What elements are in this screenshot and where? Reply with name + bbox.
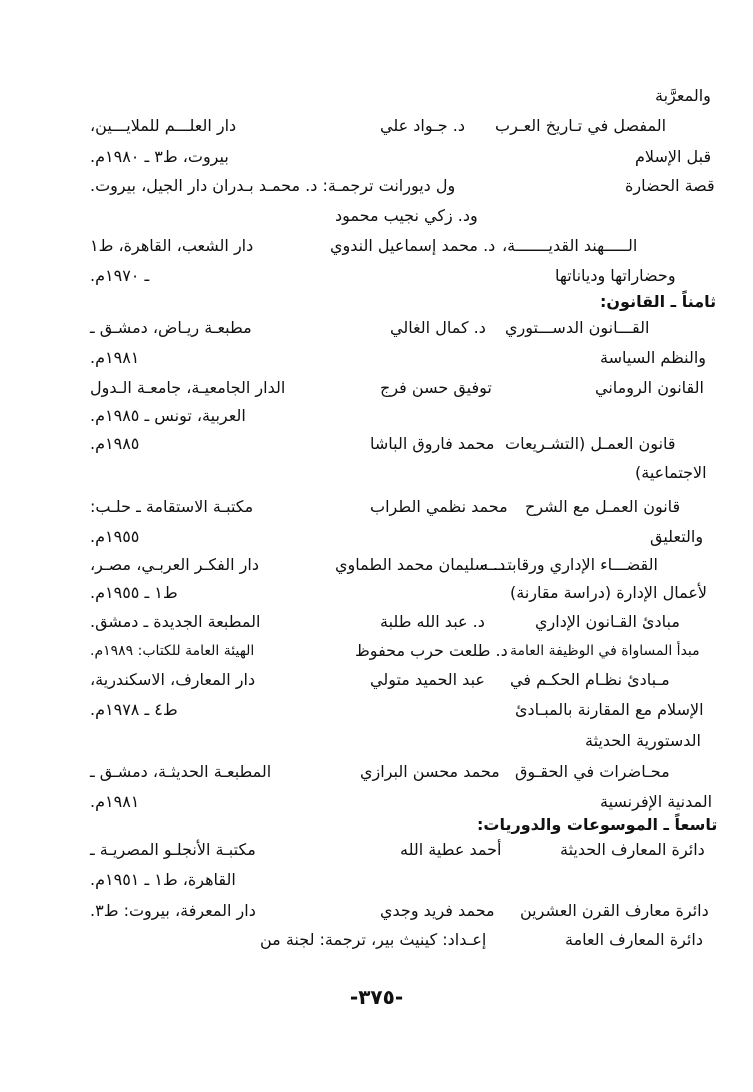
text-line: ١٩٨١م. xyxy=(90,348,140,367)
text-line: قانون العمـل مع الشرح xyxy=(525,497,681,516)
text-line: القانون الروماني xyxy=(595,378,704,397)
text-line: ود. زكي نجيب محمود xyxy=(335,206,478,225)
section-heading: تاسعاً ـ الموسوعات والدوريات: xyxy=(477,815,718,834)
text-line: المطبعة الجديدة ـ دمشق. xyxy=(90,612,261,631)
text-line: القـــانون الدســـتوري xyxy=(505,318,650,337)
text-line: دائرة المعارف الحديثة xyxy=(560,840,705,859)
text-line: لأعمال الإدارة (دراسة مقارنة) xyxy=(510,583,707,602)
text-line: دائرة المعارف العامة xyxy=(565,930,703,949)
text-line: محـاضرات في الحقـوق xyxy=(515,762,670,781)
text-line: دار الشعب، القاهرة، ط١ xyxy=(90,236,254,255)
text-line: المفصل في تـاريخ العـرب xyxy=(495,116,667,135)
text-line: قصة الحضارة xyxy=(625,176,715,195)
text-line: ط٤ ـ ١٩٧٨م. xyxy=(90,700,178,719)
text-line: مكتبـة الاستقامة ـ حلـب: xyxy=(90,497,254,516)
text-line: مـبادئ نظـام الحكـم في xyxy=(510,670,670,689)
text-line: ـ ١٩٧٠م. xyxy=(90,266,150,285)
text-line: الـــــهند القديـــــــة، xyxy=(502,236,638,255)
text-line: وحضاراتها ودياناتها xyxy=(555,266,676,285)
text-line: أحمد عطية الله xyxy=(400,840,502,859)
text-line: القضـــاء الإداري ورقابتــــه xyxy=(480,555,658,574)
text-line: قانون العمـل (التشـريعات xyxy=(505,434,676,453)
text-line: د. محمد إسماعيل الندوي xyxy=(330,236,496,255)
section-heading: ثامناً ـ القانون: xyxy=(600,292,717,311)
text-line: إعـداد: كينيث بير، ترجمة: لجنة من xyxy=(260,930,487,949)
text-line: الإسلام مع المقارنة بالمبـادئ xyxy=(515,700,704,719)
text-line: دار المعرفة، بيروت: ط٣. xyxy=(90,901,256,920)
text-line: مكتبـة الأنجلـو المصريـة ـ xyxy=(90,840,256,859)
text-line: محمد فريد وجدي xyxy=(380,901,495,920)
text-line: د. عبد الله طلبة xyxy=(380,612,485,631)
text-line: والتعليق xyxy=(650,527,704,546)
text-line: د. سليمان محمد الطماوي xyxy=(335,555,506,574)
text-line: ١٩٥٥م. xyxy=(90,527,140,546)
text-line: مبدأ المساواة في الوظيفة العامة xyxy=(510,643,700,659)
text-line: ول ديورانت ترجمـة: د. محمـد بـدران دار الجيل، بيروت. xyxy=(90,176,456,195)
text-line: القاهرة، ط١ ـ ١٩٥١م. xyxy=(90,870,236,889)
text-line: الهيئة العامة للكتاب: ١٩٨٩م. xyxy=(90,643,255,659)
text-line: المطبعـة الحديثـة، دمشـق ـ xyxy=(90,762,272,781)
text-line: ١٩٨١م. xyxy=(90,792,140,811)
text-line: دار المعارف، الاسكندرية، xyxy=(90,670,256,689)
text-line: توفيق حسن فرج xyxy=(380,378,492,397)
text-line: الدار الجامعيـة، جامعـة الـدول xyxy=(90,378,286,397)
page-number: -٣٧٥- xyxy=(349,985,404,1009)
text-line: دار العلـــم للملايـــين، xyxy=(90,116,237,135)
text-line: قبل الإسلام xyxy=(635,147,712,166)
text-line: محمد نظمي الطراب xyxy=(370,497,508,516)
text-line: الاجتماعية) xyxy=(635,463,707,482)
text-line: د. طلعت حرب محفوظ xyxy=(355,641,508,660)
text-line: دار الفكـر العربـي، مصـر، xyxy=(90,555,259,574)
text-line: الدستورية الحديثة xyxy=(585,731,701,750)
text-line: عبد الحميد متولي xyxy=(370,670,485,689)
text-line: مبادئ القـانون الإداري xyxy=(535,612,680,631)
text-line: ط١ ـ ١٩٥٥م. xyxy=(90,583,178,602)
text-line: والمعرَّبة xyxy=(655,86,711,105)
text-line: بيروت، ط٣ ـ ١٩٨٠م. xyxy=(90,147,229,166)
text-line: العربية، تونس ـ ١٩٨٥م. xyxy=(90,406,246,425)
text-line: محمد محسن البرازي xyxy=(360,762,500,781)
text-line: المدنية الإفرنسية xyxy=(600,792,713,811)
text-line: دائرة معارف القرن العشرين xyxy=(520,901,709,920)
text-line: مطبعـة ريـاض، دمشـق ـ xyxy=(90,318,252,337)
text-line: محمد فاروق الباشا xyxy=(370,434,495,453)
text-line: د. جـواد علي xyxy=(380,116,465,135)
text-line: د. كمال الغالي xyxy=(390,318,486,337)
text-line: ١٩٨٥م. xyxy=(90,434,140,453)
text-line: والنظم السياسة xyxy=(600,348,707,367)
